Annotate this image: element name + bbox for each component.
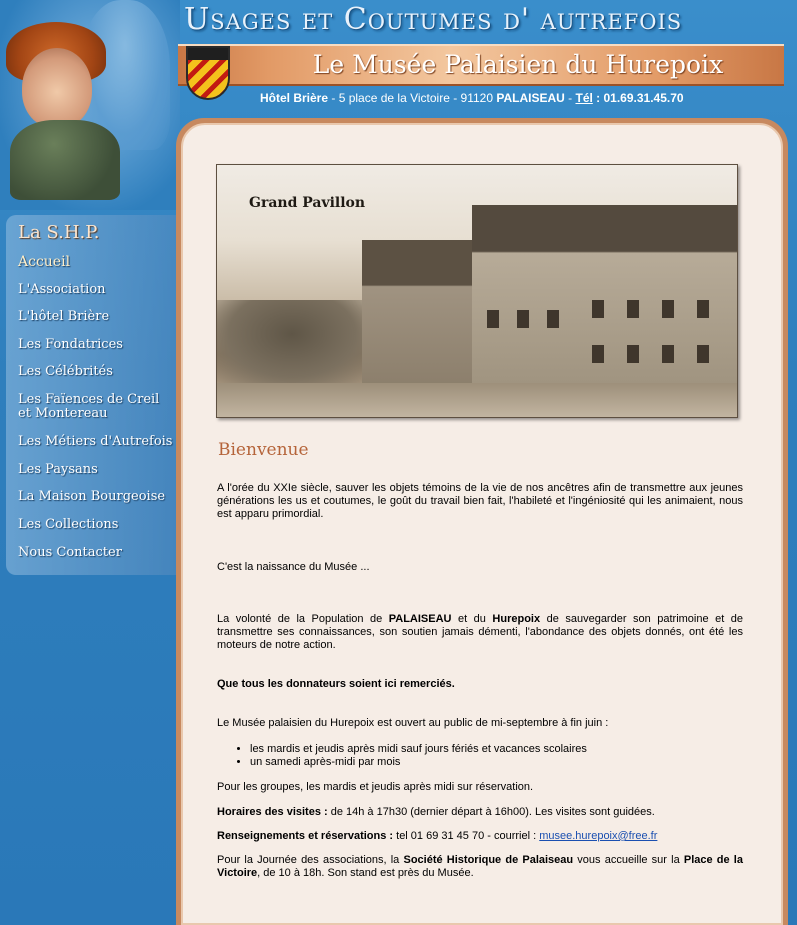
- photo-trees: [217, 300, 367, 385]
- welcome-heading: Bienvenue: [218, 440, 309, 460]
- photo-building-left: [362, 240, 477, 390]
- groups-paragraph: Pour les groupes, les mardis et jeudis après midi sur réservation.: [217, 781, 534, 793]
- list-item: • les mardis et jeudis après midi sauf jours fériés et vacances scolaires: [250, 743, 736, 756]
- email-link[interactable]: musee.hurepoix@free.fr: [539, 830, 658, 842]
- photo-window: [592, 345, 604, 363]
- portrait-doll-body: [10, 120, 120, 200]
- nav-item-celebrites[interactable]: Les Célébrités: [18, 364, 113, 379]
- coat-of-arms-icon: [186, 46, 230, 100]
- photo-window: [627, 300, 639, 318]
- photo-window: [592, 300, 604, 318]
- thanks-paragraph: Que tous les donnateurs soient ici remerciés.: [217, 678, 455, 690]
- museum-title-bar: [178, 44, 784, 86]
- tel-value: : 01.69.31.45.70: [592, 91, 684, 105]
- intro-paragraph: A l'orée du XXIe siècle, sauver les objets témoins de la vie de nos ancêtres afin de transmettre aux jeunes générations les us et coutumes, le goût du travail bien fait, l'habileté et l'ingéniosité qui les animaient, nous est apparu primordial.: [217, 482, 743, 520]
- nav-item-hotel-briere[interactable]: L'hôtel Brière: [18, 309, 110, 324]
- hours-paragraph: Horaires des visites : de 14h à 17h30 (dernier départ à 16h00). Les visites sont guidées.: [217, 806, 655, 818]
- portrait-doll-face: [22, 48, 92, 128]
- nav-item-association[interactable]: L'Association: [18, 282, 106, 297]
- opening-paragraph: Le Musée palaisien du Hurepoix est ouvert au public de mi-septembre à fin juin :: [217, 717, 609, 729]
- photo-window: [487, 310, 499, 328]
- photo-caption: Grand Pavillon: [249, 195, 366, 211]
- photo-window: [697, 345, 709, 363]
- site-title: Usages et Coutumes d' autrefois: [184, 2, 683, 37]
- address-street: - 5 place de la Victoire - 91120: [328, 91, 497, 105]
- address-line: [260, 91, 760, 109]
- photo-window: [627, 345, 639, 363]
- photo-window: [517, 310, 529, 328]
- will-paragraph: La volonté de la Population de PALAISEAU et du Hurepoix de sauvegarder son patrimoine et de transmettre ses connaissances, son soutien jamais démenti, l'abondance des objets donnés, ont été les moteurs de notre action.: [217, 613, 744, 651]
- opening-list: [236, 743, 736, 769]
- photo-window: [662, 300, 674, 318]
- associations-paragraph: Pour la Journée des associations, la Société Historique de Palaiseau vous accueille sur la Place de la Victoire, de 10 à 18h. Son stand est près du Musée.: [217, 854, 743, 879]
- grand-pavillon-photo: [216, 164, 738, 418]
- nav-item-fondatrices[interactable]: Les Fondatrices: [18, 337, 123, 352]
- nav-item-metiers[interactable]: Les Métiers d'Autrefois: [18, 434, 173, 449]
- nav-item-accueil[interactable]: Accueil: [18, 254, 71, 270]
- nav-heading: La S.H.P.: [18, 222, 100, 243]
- museum-title: Le Musée Palaisien du Hurepoix: [312, 50, 724, 79]
- address-sep: -: [564, 91, 576, 105]
- tel-link[interactable]: Tél: [575, 91, 593, 105]
- nav-item-contact[interactable]: Nous Contacter: [18, 545, 122, 560]
- nav-item-paysans[interactable]: Les Paysans: [18, 462, 98, 477]
- nav-item-faiences[interactable]: Les Faïences de Creil: [18, 392, 160, 407]
- photo-ground: [217, 383, 737, 418]
- photo-window: [662, 345, 674, 363]
- nav-item-collections[interactable]: Les Collections: [18, 517, 119, 532]
- address-city: PALAISEAU: [496, 91, 565, 105]
- list-item: • un samedi après-midi par mois: [250, 756, 736, 769]
- birth-paragraph: C'est la naissance du Musée ...: [217, 561, 370, 573]
- nav-item-maison-bourgeoise[interactable]: La Maison Bourgeoise: [18, 489, 166, 504]
- photo-window: [697, 300, 709, 318]
- contact-paragraph: Renseignements et réservations : tel 01 69 31 45 70 - courriel : musee.hurepoix@free.fr: [217, 830, 658, 842]
- photo-window: [547, 310, 559, 328]
- nav-item-faiences-line2[interactable]: et Montereau: [18, 406, 108, 421]
- header-portrait-image: [0, 0, 180, 210]
- address-hotel: Hôtel Brière: [260, 91, 329, 105]
